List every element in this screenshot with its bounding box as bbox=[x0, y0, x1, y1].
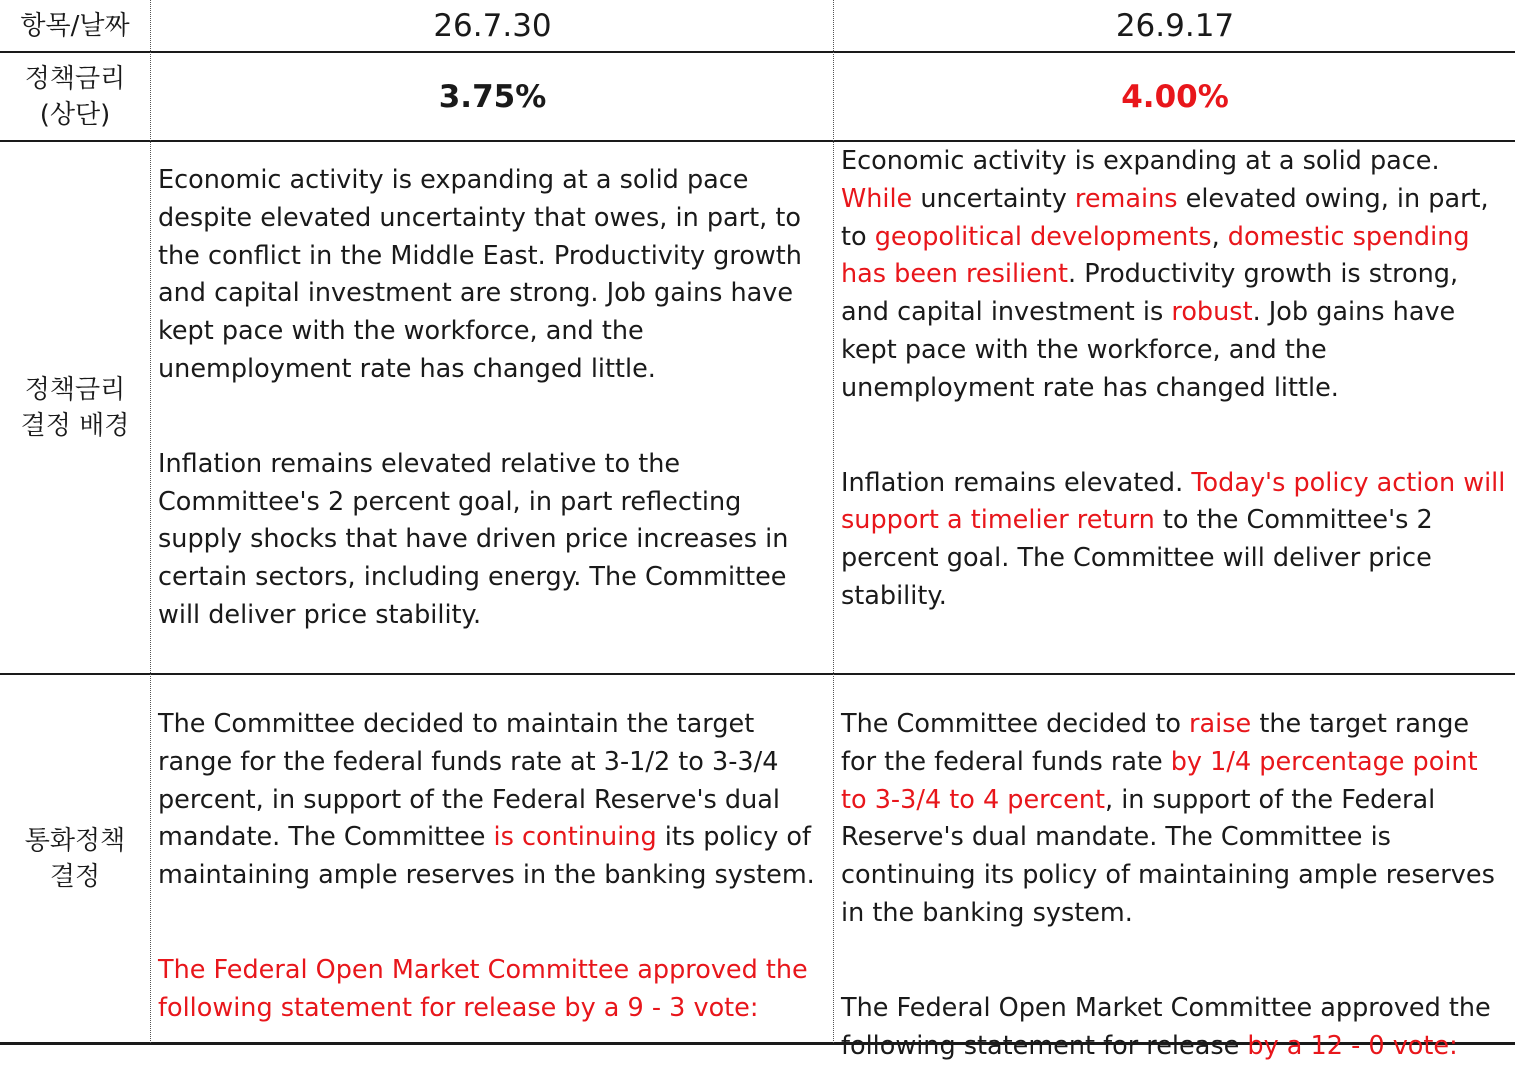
highlighted-change: Today's policy action will support a timelier return bbox=[841, 467, 1506, 536]
rate-value-jul: 3.75% bbox=[438, 78, 547, 115]
paragraph bbox=[158, 706, 829, 895]
rate-value-sep: 4.00% bbox=[1121, 78, 1229, 115]
decision-text-sep bbox=[835, 706, 1515, 1065]
highlighted-change: remains bbox=[1074, 183, 1178, 214]
background-text-sep bbox=[835, 143, 1515, 616]
column-divider bbox=[833, 0, 834, 1043]
highlighted-change: robust bbox=[1171, 297, 1253, 328]
text-run: its policy of maintaining ample reserves in the banking system. bbox=[158, 822, 815, 891]
text-run: The Committee decided to bbox=[841, 709, 1190, 739]
background-row-label: 정책금리 결정 배경 bbox=[20, 374, 130, 441]
text-run: The Federal Open Market Committee approved the following statement for release bbox=[841, 992, 1491, 1061]
text-run: . Job gains have kept pace with the workforce, and the unemployment rate has changed little. bbox=[841, 297, 1456, 403]
text-run: Inflation remains elevated. bbox=[841, 467, 1192, 498]
highlighted-change: geopolitical developments bbox=[874, 221, 1212, 252]
highlighted-change: by 1/4 percentage point to 3-3/4 to 4 percent bbox=[841, 746, 1478, 815]
text-run: Inflation remains elevated relative to the Committee's 2 percent goal, in part reflecting supply shocks that have driven price increases in certain sectors, including energy. The Committee will deliver price stability. bbox=[158, 448, 789, 630]
text-run: . Productivity growth is strong, and capital investment is bbox=[841, 259, 1459, 328]
paragraph bbox=[841, 990, 1511, 1066]
date-header-sep: 26.9.17 bbox=[1115, 7, 1235, 44]
text-run: uncertainty bbox=[912, 183, 1075, 214]
column-divider bbox=[150, 0, 151, 1043]
text-run: the target range for the federal funds rate bbox=[841, 709, 1470, 777]
decision-row-label: 통화정책 결정 bbox=[24, 825, 126, 892]
header-label: 항목/날짜 bbox=[20, 10, 130, 41]
date-header-jul: 26.7.30 bbox=[433, 7, 552, 44]
text-run: Economic activity is expanding at a solid pace. bbox=[841, 146, 1440, 176]
text-run: Economic activity is expanding at a solid pace despite elevated uncertainty that owes, in part, to the conflict in the Middle East. Productivity growth and capital investment are strong. Job gains have kept pace with the workforce, and the unemployment rate has changed little. bbox=[158, 165, 802, 384]
row-divider bbox=[0, 140, 1515, 142]
text-run: to the Committee's 2 percent goal. The Committee will deliver price stability. bbox=[841, 505, 1433, 611]
highlighted-change: While bbox=[841, 183, 913, 214]
paragraph bbox=[158, 446, 829, 635]
rate-row-label: 정책금리 (상단) bbox=[24, 63, 126, 130]
highlighted-change: domestic spending has been resilient bbox=[841, 221, 1470, 290]
paragraph bbox=[841, 706, 1511, 933]
background-text-jul bbox=[152, 162, 833, 635]
paragraph bbox=[841, 465, 1511, 616]
decision-text-jul bbox=[152, 706, 833, 1028]
paragraph bbox=[841, 143, 1511, 408]
paragraph bbox=[158, 952, 829, 1028]
text-run: , in support of the Federal Reserve's dual mandate. The Committee is continuing its policy of maintaining ample reserves in the banking system. bbox=[841, 784, 1495, 928]
text-run: The Committee decided to maintain the target range for the federal funds rate at 3-1/2 to 3-3/4 percent, in support of the Federal Reserve's dual mandate. The Committee bbox=[158, 709, 780, 853]
highlighted-change: is continuing bbox=[493, 822, 657, 853]
highlighted-change: The Federal Open Market Committee approved the following statement for release by a 9 - 3 vote: bbox=[158, 954, 808, 1023]
highlighted-change: by a 12 - 0 vote: bbox=[1247, 1030, 1458, 1061]
highlighted-change: raise bbox=[1189, 709, 1252, 739]
text-run: , bbox=[1211, 221, 1228, 252]
paragraph bbox=[158, 162, 829, 389]
text-run: elevated owing, in part, to bbox=[841, 183, 1489, 252]
row-divider bbox=[0, 673, 1515, 675]
